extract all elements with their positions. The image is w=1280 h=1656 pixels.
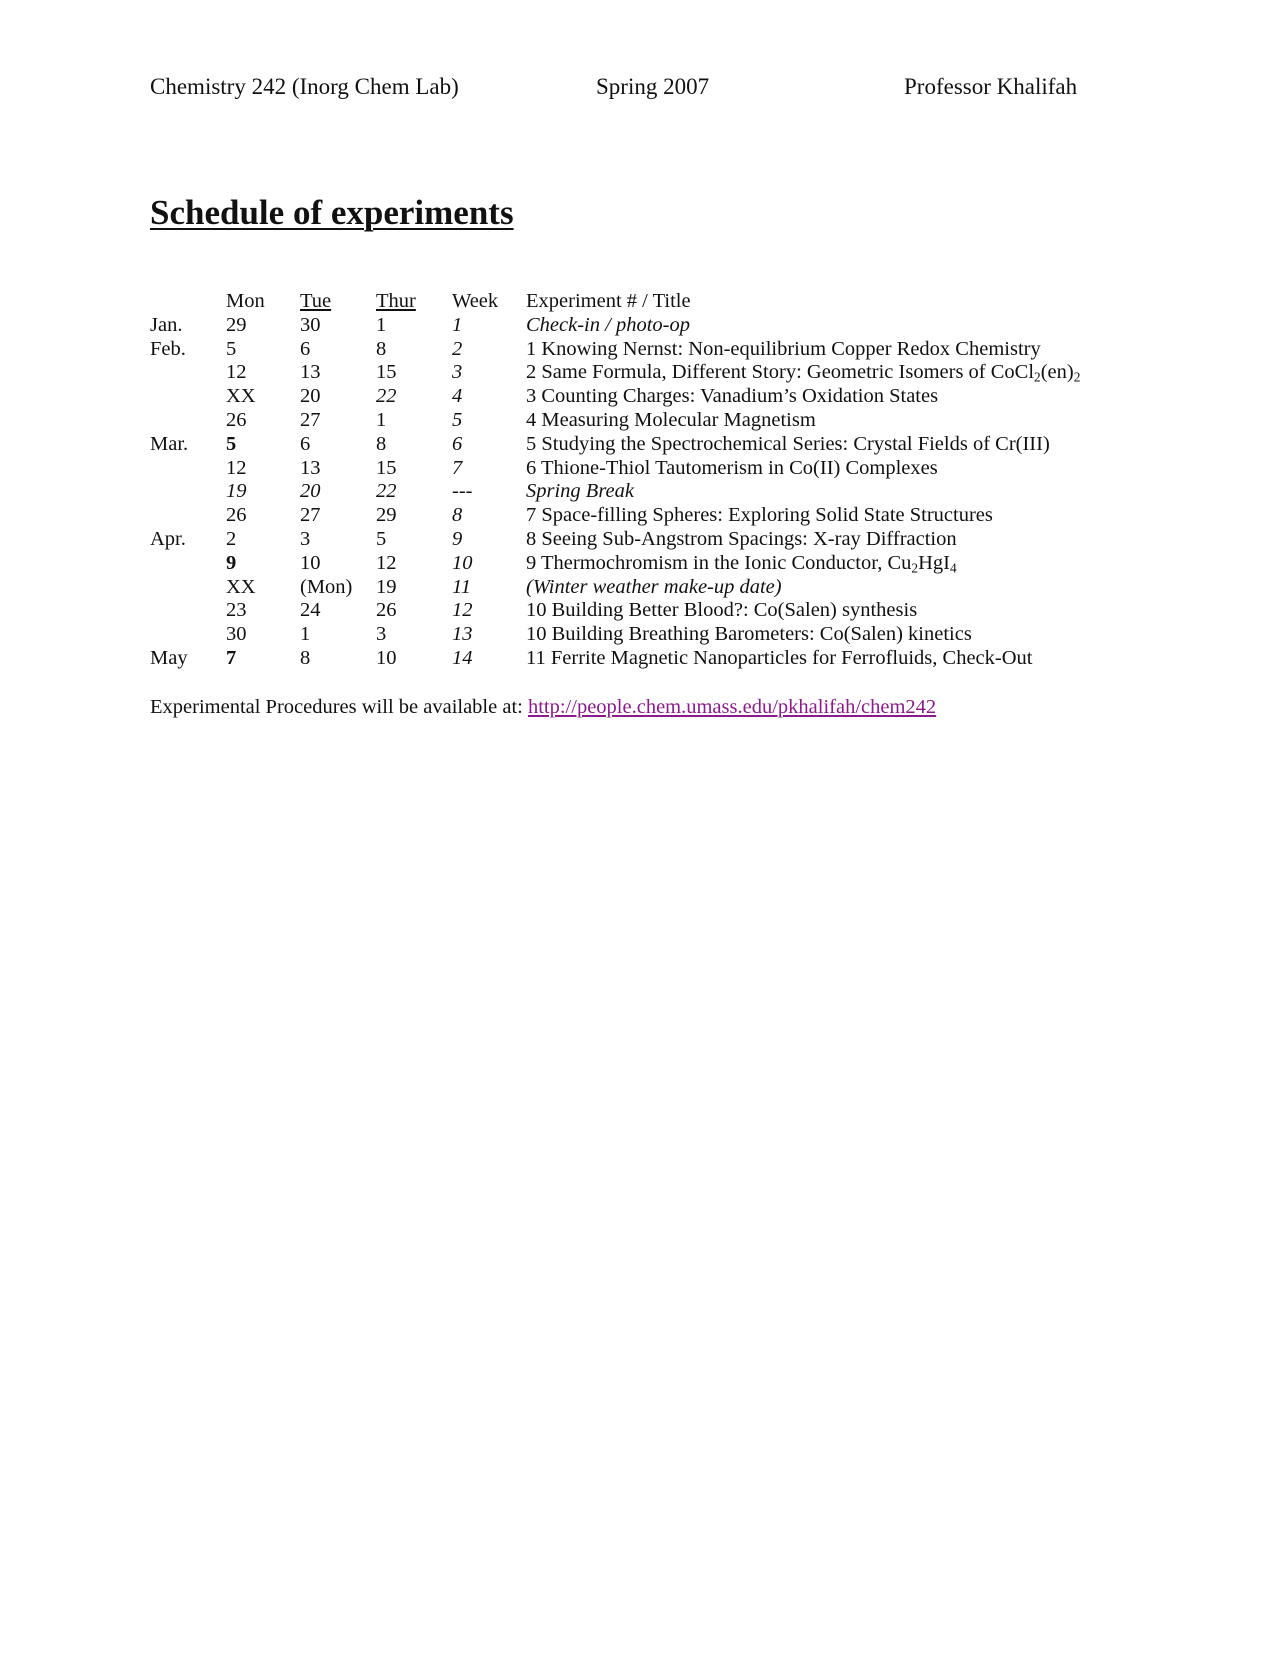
experiment-text: HgI <box>918 551 950 574</box>
experiment-text: (en) <box>1040 361 1074 384</box>
thur-cell: 10 <box>376 646 397 669</box>
week-cell: 2 <box>452 337 463 360</box>
month-cell: Apr. <box>150 527 186 550</box>
tue-cell: 30 <box>300 313 321 336</box>
thur-cell: 1 <box>376 313 387 336</box>
mon-cell: XX <box>226 575 256 598</box>
experiment-cell <box>526 361 1080 385</box>
experiment-cell: (Winter weather make-up date) <box>526 575 782 598</box>
tue-cell: 27 <box>300 408 321 431</box>
mon-cell: 26 <box>226 504 247 527</box>
column-header-tue: Tue <box>300 290 332 312</box>
week-cell: 3 <box>452 361 463 384</box>
procedures-text: Experimental Procedures will be available at: <box>150 696 528 718</box>
week-cell: 1 <box>452 313 463 336</box>
experiment-cell: Spring Break <box>526 480 634 503</box>
subscript: 2 <box>1034 369 1041 385</box>
mon-cell: 19 <box>226 480 247 503</box>
thur-cell: 3 <box>376 623 387 646</box>
week-cell: 10 <box>452 551 473 574</box>
mon-cell: 12 <box>226 361 247 384</box>
mon-cell: 2 <box>226 527 237 550</box>
mon-cell: 12 <box>226 456 247 479</box>
experiment-cell <box>526 552 957 576</box>
experiment-cell: 11 Ferrite Magnetic Nanoparticles for Ferrofluids, Check-Out <box>526 646 1033 669</box>
page-header <box>150 74 1150 104</box>
experiment-text: 2 Same Formula, Different Story: Geometric Isomers of CoCl <box>526 361 1035 384</box>
thur-cell: 22 <box>376 480 397 503</box>
experiment-cell: 8 Seeing Sub-Angstrom Spacings: X-ray Diffraction <box>526 527 957 550</box>
thur-cell: 15 <box>376 361 397 384</box>
tue-cell: 13 <box>300 361 321 384</box>
column-header-week: Week <box>452 290 499 312</box>
column-header-mon: Mon <box>226 290 265 312</box>
mon-cell: 7 <box>226 646 237 669</box>
thur-cell: 8 <box>376 432 387 455</box>
page-title: Schedule of experiments <box>150 193 514 232</box>
experiment-cell: 7 Space-filling Spheres: Exploring Solid State Structures <box>526 504 993 527</box>
thur-cell: 12 <box>376 551 397 574</box>
tue-cell: 27 <box>300 504 321 527</box>
tue-cell: 24 <box>300 599 321 622</box>
tue-cell: 6 <box>300 337 311 360</box>
column-header-experiment: Experiment # / Title <box>526 290 691 312</box>
experiment-cell: Check-in / photo-op <box>526 313 690 336</box>
mon-cell: 30 <box>226 623 247 646</box>
experiment-cell: 10 Building Better Blood?: Co(Salen) synthesis <box>526 599 918 622</box>
mon-cell: 5 <box>226 432 237 455</box>
experiment-cell: 5 Studying the Spectrochemical Series: Crystal Fields of Cr(III) <box>526 432 1050 455</box>
week-cell: 11 <box>452 575 471 598</box>
week-cell: 5 <box>452 408 463 431</box>
term: Spring 2007 <box>596 74 710 99</box>
month-cell: Mar. <box>150 432 189 455</box>
experiment-cell: 1 Knowing Nernst: Non-equilibrium Copper Redox Chemistry <box>526 337 1041 360</box>
tue-cell: (Mon) <box>300 575 353 598</box>
tue-cell: 8 <box>300 646 311 669</box>
thur-cell: 26 <box>376 599 397 622</box>
professor-name: Professor Khalifah <box>904 74 1078 99</box>
procedures-note <box>150 696 936 719</box>
tue-cell: 13 <box>300 456 321 479</box>
week-cell: 7 <box>452 456 463 479</box>
week-cell: 8 <box>452 504 463 527</box>
thur-cell: 19 <box>376 575 397 598</box>
month-cell: Jan. <box>150 313 183 336</box>
subscript: 2 <box>911 560 919 576</box>
week-cell: 13 <box>452 623 473 646</box>
tue-cell: 1 <box>300 623 311 646</box>
experiment-cell: 6 Thione-Thiol Tautomerism in Co(II) Complexes <box>526 456 938 479</box>
mon-cell: 9 <box>226 551 237 574</box>
week-cell: 14 <box>452 646 473 669</box>
subscript: 2 <box>1073 369 1081 385</box>
tue-cell: 20 <box>300 480 321 503</box>
week-cell: 6 <box>452 432 463 455</box>
mon-cell: 26 <box>226 408 247 431</box>
week-cell: --- <box>452 480 473 503</box>
thur-cell: 8 <box>376 337 387 360</box>
month-cell: Feb. <box>150 337 186 360</box>
course-name: Chemistry 242 (Inorg Chem Lab) <box>150 74 459 99</box>
mon-cell: XX <box>226 385 256 408</box>
experiment-cell: 10 Building Breathing Barometers: Co(Salen) kinetics <box>526 623 972 646</box>
thur-cell: 29 <box>376 504 397 527</box>
thur-cell: 15 <box>376 456 397 479</box>
month-cell: May <box>150 646 188 669</box>
thur-cell: 1 <box>376 408 387 431</box>
experiment-text: 9 Thermochromism in the Ionic Conductor, Cu <box>526 551 912 574</box>
week-cell: 4 <box>452 385 463 408</box>
week-cell: 9 <box>452 527 463 550</box>
mon-cell: 29 <box>226 313 247 336</box>
mon-cell: 5 <box>226 337 237 360</box>
column-header-thur: Thur <box>376 290 416 312</box>
week-cell: 12 <box>452 599 473 622</box>
tue-cell: 10 <box>300 551 321 574</box>
tue-cell: 20 <box>300 385 321 408</box>
tue-cell: 6 <box>300 432 311 455</box>
mon-cell: 23 <box>226 599 247 622</box>
tue-cell: 3 <box>300 527 311 550</box>
subscript: 4 <box>949 560 957 576</box>
experiment-cell: 3 Counting Charges: Vanadium’s Oxidation States <box>526 385 939 408</box>
thur-cell: 22 <box>376 385 397 408</box>
thur-cell: 5 <box>376 527 387 550</box>
procedures-link[interactable]: http://people.chem.umass.edu/pkhalifah/chem242 <box>527 696 937 718</box>
experiment-cell: 4 Measuring Molecular Magnetism <box>526 408 816 431</box>
